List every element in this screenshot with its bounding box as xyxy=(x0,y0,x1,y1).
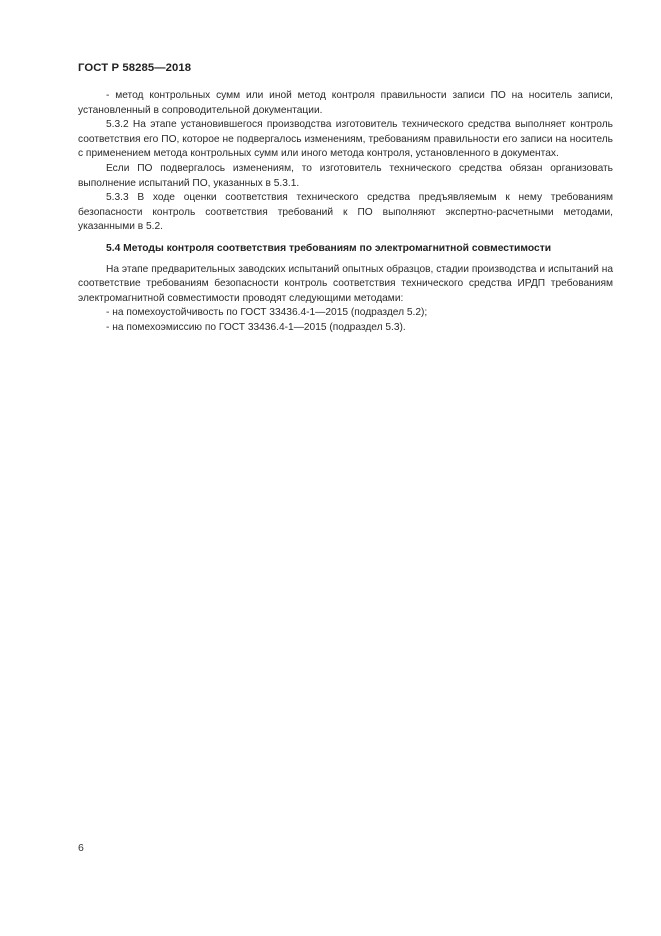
paragraph-5-3-3: 5.3.3 В ходе оценки соответствия технического средства предъявляемым к нему требованиям безопасности контроль соответствия требований к ПО выполняют экспертно-расчетными методами, указанными в 5.2. xyxy=(78,192,613,233)
paragraph-checksum-method: - метод контрольных сумм или иной метод контроля правильности записи ПО на носитель записи, установленный в сопроводительной документации. xyxy=(78,90,613,116)
paragraph-emc-methods: На этапе предварительных заводских испытаний опытных образцов, стадии производства и испытаний на соответствие требованиям безопасности контроль соответствия технического средства ИРДП требованиям электромагнитной совместимости проводят следующими методами: xyxy=(78,263,613,304)
paragraph-po-changes: Если ПО подвергалось изменениям, то изготовитель технического средства обязан организовать выполнение испытаний ПО, указанных в 5.3.1. xyxy=(78,162,613,189)
list-item-immunity: - на помехоустойчивость по ГОСТ 33436.4-1—2015 (подраздел 5.2); xyxy=(106,307,428,319)
page-number: 6 xyxy=(78,842,84,854)
section-heading-5-4: 5.4 Методы контроля соответствия требованиям по электромагнитной совместимости xyxy=(106,242,552,254)
document-body xyxy=(78,89,613,336)
document-header: ГОСТ Р 58285—2018 xyxy=(78,62,192,74)
list-item-emission: - на помехоэмиссию по ГОСТ 33436.4-1—2015 (подраздел 5.3). xyxy=(106,321,406,333)
paragraph-5-3-2: 5.3.2 На этапе установившегося производства изготовитель технического средства выполняет контроль соответствия его ПО, которое не подвергалось изменениям, требованиям правильности его записи на носитель с применением метода контрольных сумм или иного метода контроля, установленного в документах. xyxy=(78,119,613,160)
